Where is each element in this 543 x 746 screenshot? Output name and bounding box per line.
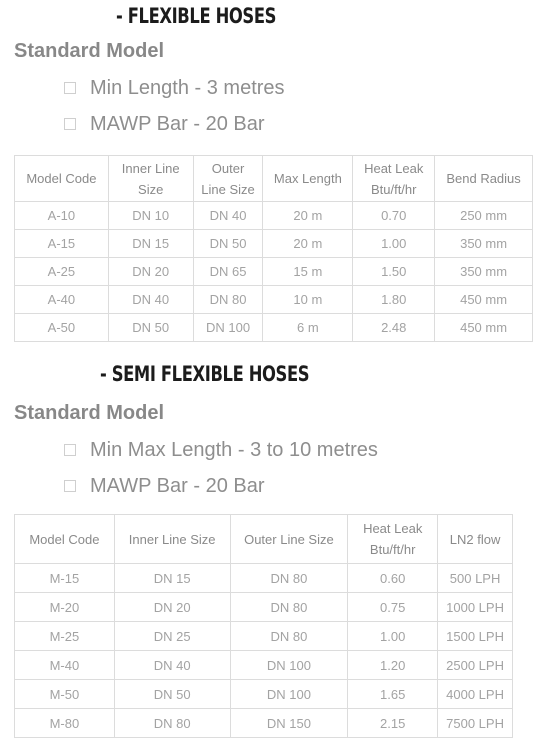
table-cell: DN 100 xyxy=(193,314,263,342)
table-cell: DN 80 xyxy=(230,593,348,622)
table-cell: DN 20 xyxy=(114,593,230,622)
table-cell: 6 m xyxy=(263,314,353,342)
table-cell: A-40 xyxy=(15,286,109,314)
table-row xyxy=(15,230,533,258)
flexible-standard-model-label: Standard Model xyxy=(14,40,165,62)
table-cell: 1.65 xyxy=(348,680,438,709)
table-cell: DN 50 xyxy=(114,680,230,709)
table-cell: 500 LPH xyxy=(438,564,513,593)
table-cell: DN 25 xyxy=(114,622,230,651)
flexible-spec-list xyxy=(64,70,285,142)
list-item xyxy=(64,432,378,468)
table-cell: DN 15 xyxy=(114,564,230,593)
table-cell: 1.80 xyxy=(353,286,435,314)
table-cell: A-10 xyxy=(15,202,109,230)
table-cell: 1500 LPH xyxy=(438,622,513,651)
col-header-inner-line-size: Inner Line Size xyxy=(108,156,193,202)
table-cell: M-15 xyxy=(15,564,115,593)
table-cell: 20 m xyxy=(263,230,353,258)
table-cell: M-25 xyxy=(15,622,115,651)
list-item xyxy=(64,70,285,106)
col-header-heat-leak: Heat Leak Btu/ft/hr xyxy=(353,156,435,202)
list-item xyxy=(64,468,378,504)
table-cell: 4000 LPH xyxy=(438,680,513,709)
table-cell: DN 65 xyxy=(193,258,263,286)
flexible-hoses-heading: - FLEXIBLE HOSES xyxy=(116,4,277,28)
table-row xyxy=(15,680,513,709)
list-item xyxy=(64,106,285,142)
semi-flexible-hoses-table xyxy=(14,514,513,738)
checkbox-bullet-icon xyxy=(64,480,76,492)
table-cell: DN 80 xyxy=(114,709,230,738)
col-header-ln2-flow: LN2 flow xyxy=(438,515,513,564)
table-cell: DN 10 xyxy=(108,202,193,230)
table-cell: 10 m xyxy=(263,286,353,314)
table-cell: M-50 xyxy=(15,680,115,709)
table-cell: 20 m xyxy=(263,202,353,230)
table-cell: 0.75 xyxy=(348,593,438,622)
table-cell: 450 mm xyxy=(435,286,533,314)
table-cell: DN 80 xyxy=(230,564,348,593)
table-row xyxy=(15,314,533,342)
table-row xyxy=(15,651,513,680)
table-header-row xyxy=(15,515,513,564)
table-cell: M-40 xyxy=(15,651,115,680)
table-cell: 450 mm xyxy=(435,314,533,342)
table-row xyxy=(15,709,513,738)
table-cell: DN 40 xyxy=(114,651,230,680)
table-cell: 1.50 xyxy=(353,258,435,286)
table-cell: 2.48 xyxy=(353,314,435,342)
table-cell: 7500 LPH xyxy=(438,709,513,738)
col-header-model-code: Model Code xyxy=(15,156,109,202)
semi-flexible-standard-model-label: Standard Model xyxy=(14,402,165,424)
table-cell: DN 40 xyxy=(108,286,193,314)
col-header-outer-line-size: Outer Line Size xyxy=(230,515,348,564)
semi-flexible-hoses-heading: - SEMI FLEXIBLE HOSES xyxy=(100,362,310,386)
table-row xyxy=(15,258,533,286)
table-cell: M-80 xyxy=(15,709,115,738)
table-cell: DN 80 xyxy=(230,622,348,651)
col-header-heat-leak: Heat Leak Btu/ft/hr xyxy=(348,515,438,564)
table-cell: DN 40 xyxy=(193,202,263,230)
table-cell: 0.70 xyxy=(353,202,435,230)
table-cell: 15 m xyxy=(263,258,353,286)
col-header-model-code: Model Code xyxy=(15,515,115,564)
flexible-hoses-table xyxy=(14,155,533,342)
col-header-max-length: Max Length xyxy=(263,156,353,202)
col-header-outer-line-size: Outer Line Size xyxy=(193,156,263,202)
checkbox-bullet-icon xyxy=(64,118,76,130)
table-cell: DN 20 xyxy=(108,258,193,286)
table-row xyxy=(15,622,513,651)
table-cell: A-15 xyxy=(15,230,109,258)
checkbox-bullet-icon xyxy=(64,444,76,456)
table-cell: 350 mm xyxy=(435,230,533,258)
bullet-text: MAWP Bar - 20 Bar xyxy=(90,113,265,135)
col-header-bend-radius: Bend Radius xyxy=(435,156,533,202)
table-cell: DN 15 xyxy=(108,230,193,258)
table-cell: 1000 LPH xyxy=(438,593,513,622)
table-cell: A-50 xyxy=(15,314,109,342)
table-row xyxy=(15,286,533,314)
table-cell: 0.60 xyxy=(348,564,438,593)
semi-flexible-spec-list xyxy=(64,432,378,504)
bullet-text: Min Max Length - 3 to 10 metres xyxy=(90,439,378,461)
table-cell: DN 80 xyxy=(193,286,263,314)
col-header-inner-line-size: Inner Line Size xyxy=(114,515,230,564)
table-cell: DN 50 xyxy=(108,314,193,342)
table-cell: 2500 LPH xyxy=(438,651,513,680)
checkbox-bullet-icon xyxy=(64,82,76,94)
table-cell: DN 100 xyxy=(230,651,348,680)
table-cell: 1.00 xyxy=(353,230,435,258)
table-row xyxy=(15,202,533,230)
table-cell: DN 100 xyxy=(230,680,348,709)
table-cell: DN 150 xyxy=(230,709,348,738)
table-cell: A-25 xyxy=(15,258,109,286)
table-cell: 350 mm xyxy=(435,258,533,286)
table-row xyxy=(15,593,513,622)
table-row xyxy=(15,564,513,593)
table-cell: 1.20 xyxy=(348,651,438,680)
bullet-text: MAWP Bar - 20 Bar xyxy=(90,475,265,497)
table-cell: 250 mm xyxy=(435,202,533,230)
table-cell: M-20 xyxy=(15,593,115,622)
table-header-row xyxy=(15,156,533,202)
bullet-text: Min Length - 3 metres xyxy=(90,77,285,99)
table-cell: 1.00 xyxy=(348,622,438,651)
table-cell: DN 50 xyxy=(193,230,263,258)
table-cell: 2.15 xyxy=(348,709,438,738)
